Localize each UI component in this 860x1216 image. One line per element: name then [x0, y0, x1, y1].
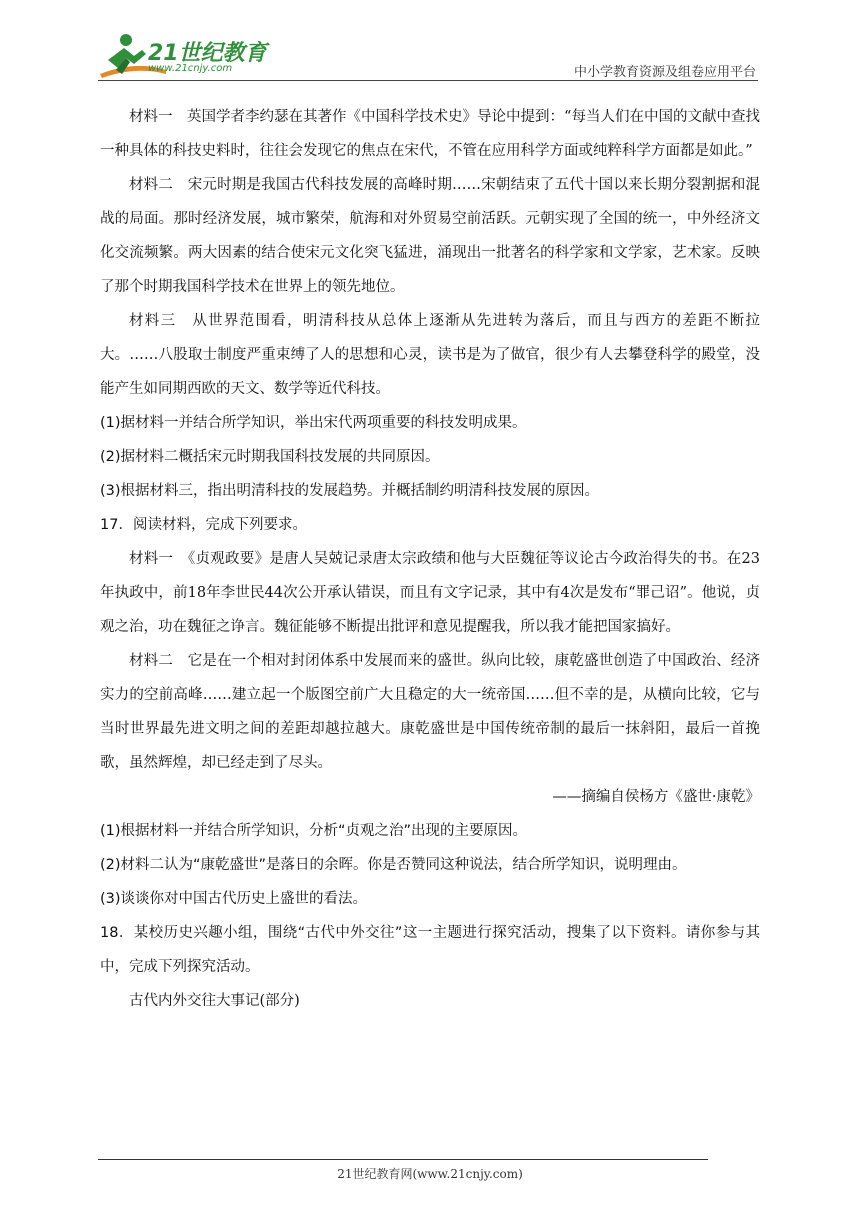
- source-citation: ——摘编自侯杨方《盛世·康乾》: [552, 789, 760, 805]
- q17-material-1: 材料一 《贞观政要》是唐人吴兢记录唐太宗政绩和他与大臣魏征等议论古今政治得失的书。在23年执政中，前18年李世民44次公开承认错误，而且有文字记录，其中有4次是发布“罪己诏”。他说，贞观之治，功在魏征之诤言。魏征能够不断提出批评和意见提醒我，所以我才能把国家搞好。: [100, 551, 760, 635]
- material-2: 材料二 宋元时期是我国古代科技发展的高峰时期……宋朝结束了五代十国以来长期分裂割据和混战的局面。那时经济发展，城市繁荣，航海和对外贸易空前活跃。元朝实现了全国的统一，中外经济文化交流频繁。两大因素的结合使宋元文化突飞猛进，涌现出一批著名的科学家和文学家，艺术家。反映了那个时期我国科学技术在世界上的领先地位。: [100, 177, 760, 295]
- question-16-1: (1)据材料一并结合所学知识，举出宋代两项重要的科技发明成果。: [100, 415, 527, 431]
- document-body: [100, 100, 760, 1018]
- question-16-3: (3)根据材料三，指出明清科技的发展趋势。并概括制约明清科技发展的原因。: [100, 483, 600, 499]
- q18-table-caption: 古代内外交往大事记(部分): [129, 993, 300, 1009]
- logo-text: 21世纪教育: [148, 41, 267, 66]
- material-1: 材料一 英国学者李约瑟在其著作《中国科学技术史》导论中提到：“每当人们在中国的文献中查找一种具体的科技史料时，往往会发现它的焦点在宋代，不管在应用科学方面或纯粹科学方面都是如此。”: [100, 109, 760, 159]
- footer-divider: [98, 1159, 708, 1160]
- q17-material-2: 材料二 它是在一个相对封闭体系中发展而来的盛世。纵向比较，康乾盛世创造了中国政治、经济实力的空前高峰……建立起一个版图空前广大且稳定的大一统帝国……但不幸的是，从横向比较，它与当时世界最先进文明之间的差距却越拉越大。康乾盛世是中国传统帝制的最后一抹斜阳，最后一首挽歌，虽然辉煌，却已经走到了尽头。: [100, 653, 760, 771]
- logo-url: www.21cnjy.com: [148, 63, 233, 74]
- question-16-2: (2)据材料二概括宋元时期我国科技发展的共同原因。: [100, 449, 440, 465]
- header-divider: [98, 80, 758, 81]
- question-18-title: 18．某校历史兴趣小组，围绕“古代中外交往”这一主题进行探究活动，搜集了以下资料。请你参与其中，完成下列探究活动。: [100, 925, 760, 975]
- question-17-title: 17．阅读材料，完成下列要求。: [100, 517, 307, 533]
- page-header: [0, 0, 860, 90]
- question-17-3: (3)谈谈你对中国古代历史上盛世的看法。: [100, 891, 368, 907]
- page-footer: 21世纪教育网(www.21cnjy.com): [337, 1167, 523, 1181]
- material-3: 材料三 从世界范围看，明清科技从总体上逐渐从先进转为落后，而且与西方的差距不断拉大。……八股取士制度严重束缚了人的思想和心灵，读书是为了做官，很少有人去攀登科学的殿堂，没能产生如同期西欧的天文、数学等近代科技。: [100, 313, 760, 397]
- header-platform-text: 中小学教育资源及组卷应用平台: [573, 65, 756, 80]
- question-17-1: (1)根据材料一并结合所学知识，分析“贞观之治”出现的主要原因。: [100, 823, 528, 839]
- question-17-2: (2)材料二认为“康乾盛世”是落日的余晖。你是否赞同这种说法，结合所学知识，说明理由。: [100, 857, 687, 873]
